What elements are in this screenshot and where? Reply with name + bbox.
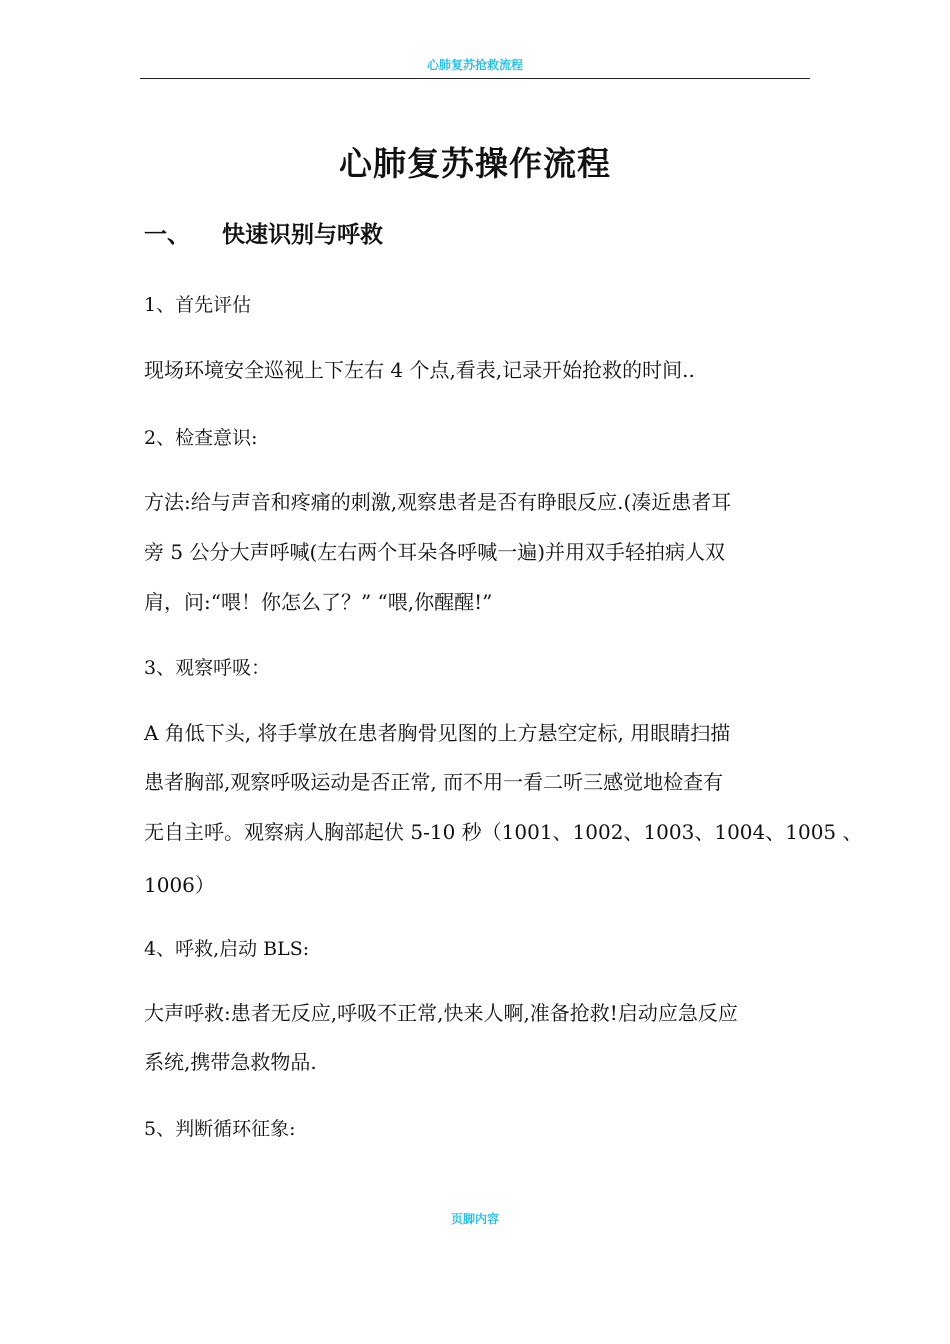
paragraph-line: 系统,携带急救物品. (144, 1050, 317, 1074)
step-4-heading: 4、呼救,启动 BLS: (144, 938, 310, 960)
page-header: 心肺复苏抢救流程 (426, 58, 523, 72)
step-3-heading: 3、观察呼吸： (144, 657, 271, 679)
section-number: 一、 (144, 222, 190, 248)
document-title: 心肺复苏操作流程 (339, 144, 611, 183)
paragraph-line: 大声呼救:患者无反应,呼吸不正常,快来人啊,准备抢救!启动应急反应 (144, 1001, 738, 1025)
paragraph-line: 方法:给与声音和疼痛的刺激,观察患者是否有睁眼反应.(凑近患者耳 (144, 490, 732, 514)
section-title: 快速识别与呼救 (222, 222, 383, 248)
step-2-heading: 2、检查意识: (144, 427, 258, 449)
step-5-heading: 5、判断循环征象: (144, 1118, 296, 1140)
paragraph-line: 现场环境安全巡视上下左右 4 个点,看表,记录开始抢救的时间.. (144, 358, 695, 382)
paragraph-line: 无自主呼。观察病人胸部起伏 5-10 秒（1001、1002、1003、1004、1005 、 (144, 820, 863, 844)
section-heading (144, 216, 383, 249)
paragraph-line: 肩，问:“喂！你怎么了？” “喂,你醒醒!” (144, 590, 493, 614)
page-footer: 页脚内容 (450, 1212, 499, 1226)
paragraph-line: A 角低下头, 将手掌放在患者胸骨见图的上方悬空定标, 用眼睛扫描 (144, 721, 731, 745)
header-divider (140, 78, 810, 79)
paragraph-line: 1006） (144, 873, 215, 897)
paragraph-line: 旁 5 公分大声呼喊(左右两个耳朵各呼喊一遍)并用双手轻拍病人双 (144, 540, 726, 564)
paragraph-line: 患者胸部,观察呼吸运动是否正常, 而不用一看二听三感觉地检查有 (144, 770, 724, 794)
step-1-heading: 1、首先评估 (144, 294, 252, 316)
